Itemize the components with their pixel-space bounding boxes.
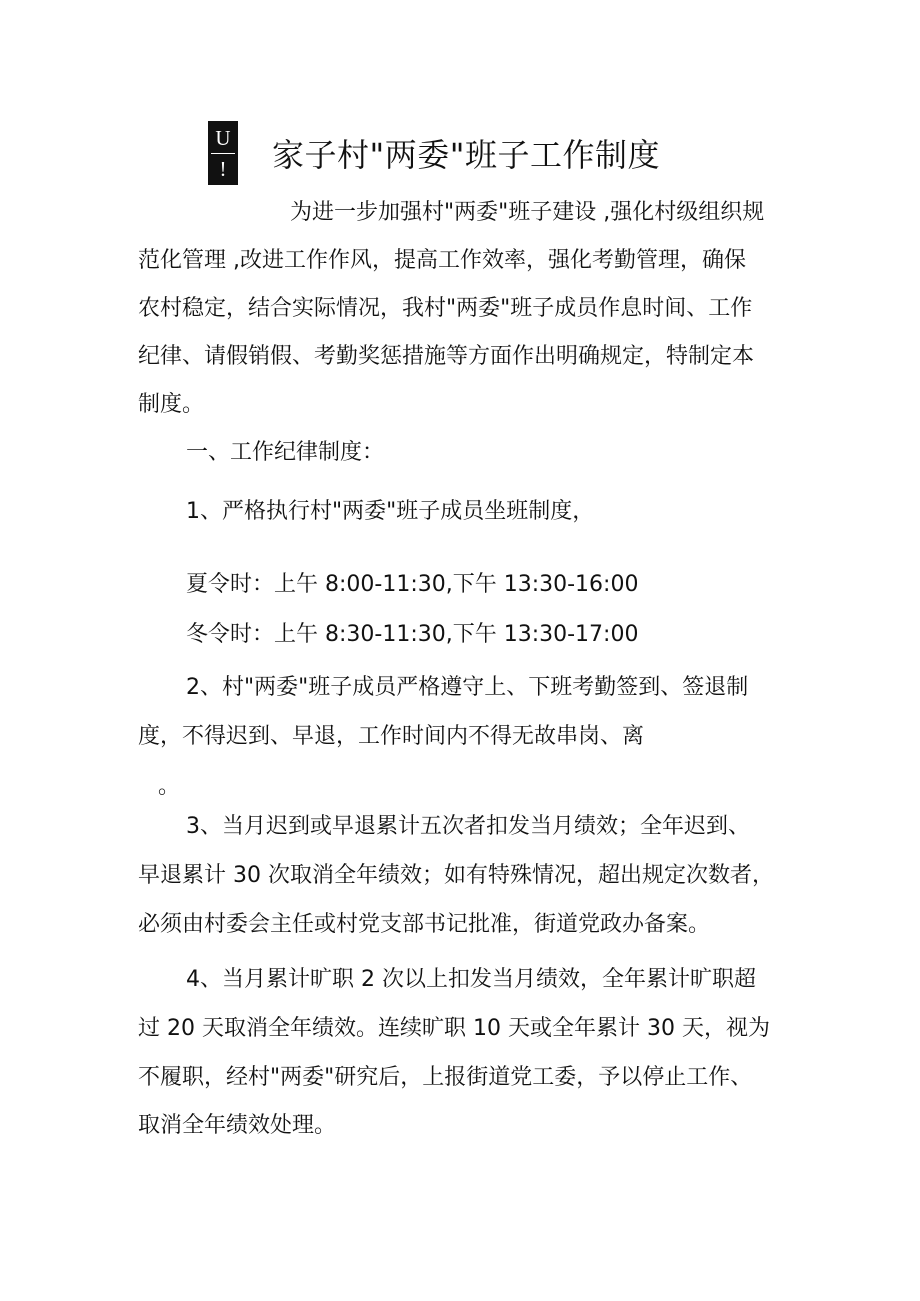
item-2-line-1: 2、村"两委"班子成员严格遵守上、下班考勤签到、签退制 bbox=[186, 675, 749, 700]
winter-schedule: 冬令时：上午 8:30-11:30,下午 13:30-17:00 bbox=[186, 622, 639, 647]
item-4-line-1: 4、当月累计旷职 2 次以上扣发当月绩效，全年累计旷职超 bbox=[186, 967, 756, 992]
item-2-line-2: 度，不得迟到、早退，工作时间内不得无故串岗、离 bbox=[138, 724, 645, 749]
item-3-line-2: 早退累计 30 次取消全年绩效；如有特殊情况，超出规定次数者， bbox=[138, 863, 774, 888]
logo-mark bbox=[208, 121, 238, 185]
intro-line-1: 为进一步加强村"两委"班子建设 ,强化村级组织规 bbox=[290, 200, 765, 225]
item-1: 1、严格执行村"两委"班子成员坐班制度， bbox=[186, 499, 595, 524]
item-4-line-3: 不履职，经村"两委"研究后，上报街道党工委，予以停止工作、 bbox=[138, 1065, 753, 1090]
item-4-line-4: 取消全年绩效处理。 bbox=[138, 1113, 337, 1138]
logo-top-char: U bbox=[215, 126, 231, 150]
intro-line-5: 制度。 bbox=[138, 392, 205, 417]
item-4-line-2: 过 20 天取消全年绩效。连续旷职 10 天或全年累计 30 天，视为 bbox=[138, 1016, 770, 1041]
section-heading-work-discipline: 一、工作纪律制度： bbox=[186, 440, 385, 465]
item-2-line-3: 。 bbox=[158, 774, 181, 799]
logo-bottom-char: ! bbox=[219, 157, 227, 181]
document-title: 家子村"两委"班子工作制度 bbox=[272, 136, 660, 174]
intro-line-3: 农村稳定，结合实际情况，我村"两委"班子成员作息时间、工作 bbox=[138, 296, 753, 321]
summer-schedule: 夏令时：上午 8:00-11:30,下午 13:30-16:00 bbox=[186, 572, 639, 597]
title-row bbox=[208, 120, 660, 186]
intro-line-2: 范化管理 ,改进工作作风，提高工作效率，强化考勤管理，确保 bbox=[138, 248, 746, 273]
item-3-line-1: 3、当月迟到或早退累计五次者扣发当月绩效；全年迟到、 bbox=[186, 814, 750, 839]
item-3-line-3: 必须由村委会主任或村党支部书记批准，街道党政办备案。 bbox=[138, 912, 711, 937]
intro-line-4: 纪律、请假销假、考勤奖惩措施等方面作出明确规定，特制定本 bbox=[138, 344, 755, 369]
